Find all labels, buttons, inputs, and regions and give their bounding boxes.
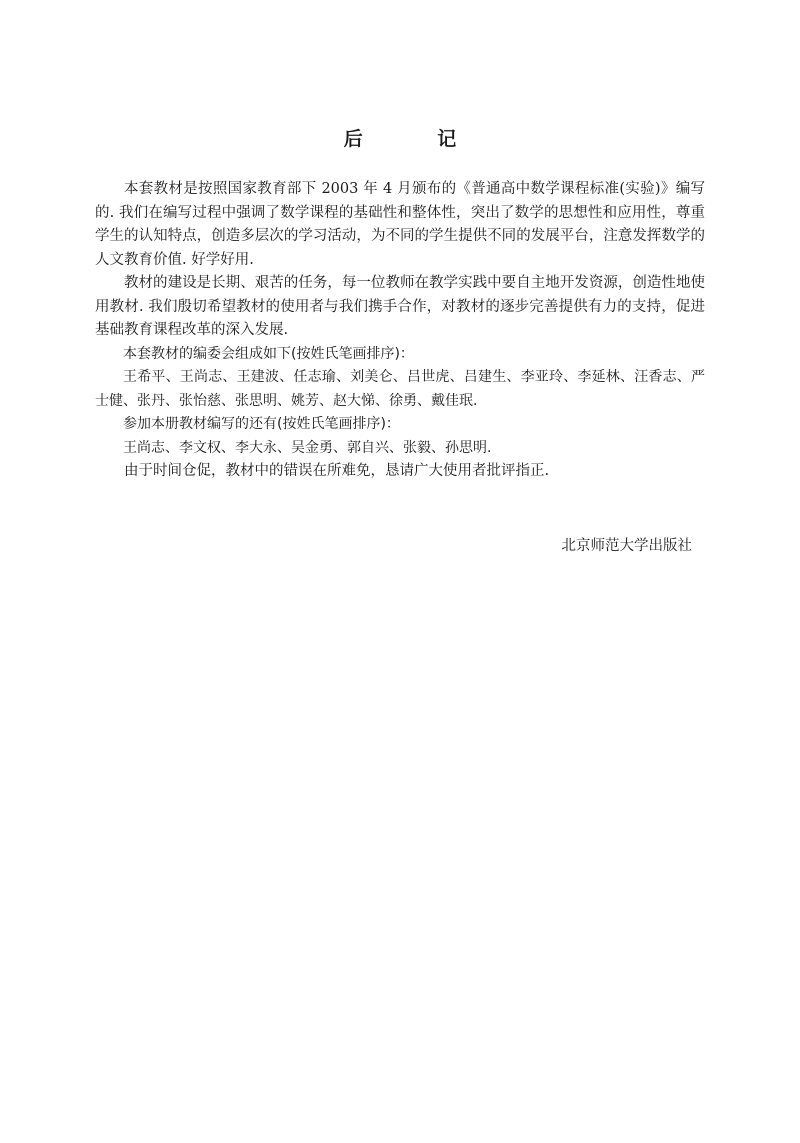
paragraph-intro: 本套教材是按照国家教育部下 2003 年 4 月颁布的《普通高中数学课程标准(实验)》编写的. 我们在编写过程中强调了数学课程的基础性和整体性，突出了数学的思想性和应用性，尊重学生的认知特点，创造多层次的学习活动，为不同的学生提供不同的发展平台，注意发挥数学的人文教育价值. 好学好用. bbox=[95, 181, 705, 268]
paragraph-teachers: 教材的建设是长期、艰苦的任务，每一位教师在教学实践中要自主地开发资源，创造性地使用教材. 我们殷切希望教材的使用者与我们携手合作，对教材的逐步完善提供有力的支持，促进基础教育课程改革的深入发展. bbox=[95, 275, 705, 338]
paragraph-contributors-heading: 参加本册教材编写的还有(按姓氏笔画排序)： bbox=[123, 416, 400, 432]
paragraph-closing: 由于时间仓促，教材中的错误在所难免，恳请广大使用者批评指正. bbox=[124, 463, 550, 479]
publisher-signature: 北京师范大学出版社 bbox=[561, 538, 692, 554]
contributor-names: 王尚志、李文权、李大永、吴金勇、郭自兴、张毅、孙思明. bbox=[123, 439, 492, 456]
paragraph-committee-heading: 本套教材的编委会组成如下(按姓氏笔画排序)： bbox=[123, 345, 414, 362]
page-title: 后 记 bbox=[343, 128, 491, 150]
committee-names: 王希平、王尚志、王建波、任志瑜、刘美仑、吕世虎、吕建生、李亚玲、李延林、汪香志、严士健、张丹、张怡慈、张思明、姚芳、赵大悌、徐勇、戴佳珉. bbox=[95, 369, 705, 409]
document-body bbox=[95, 178, 705, 484]
